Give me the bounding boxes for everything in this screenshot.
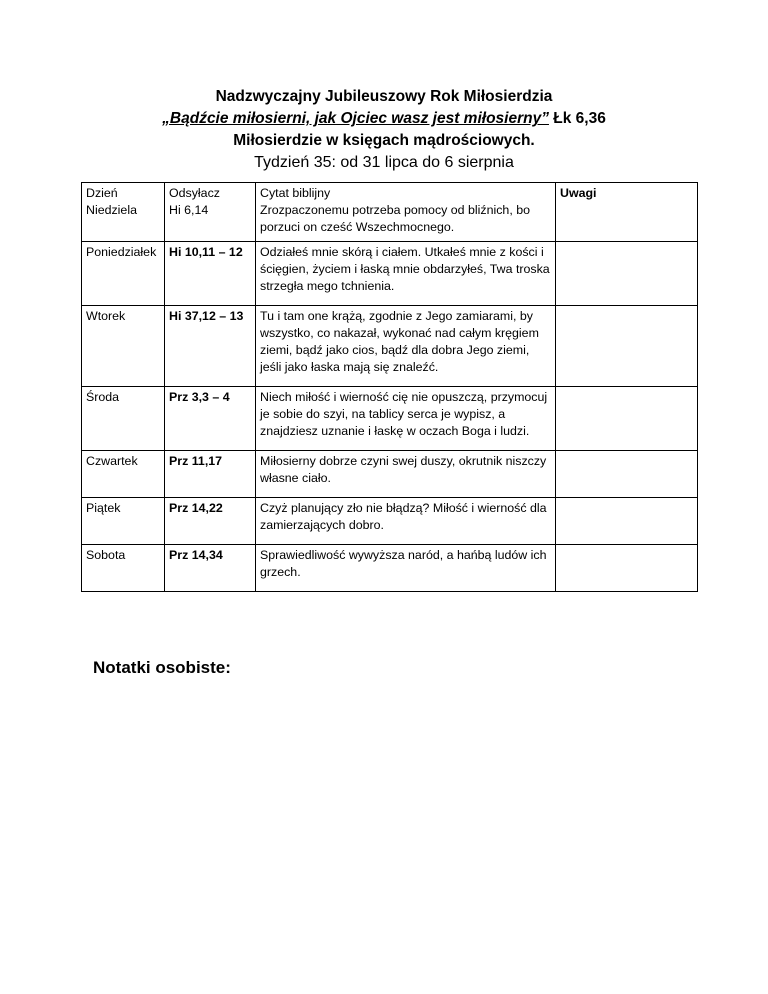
notes-cell[interactable] (556, 545, 698, 592)
motto-reference: Łk 6,36 (548, 110, 606, 127)
quote-cell (256, 183, 556, 242)
reference-header: Odsyłacz (169, 186, 220, 200)
reference-value: Prz 14,34 (165, 545, 256, 592)
reading-schedule-table (81, 182, 698, 592)
document-header (0, 86, 768, 174)
day-cell (82, 183, 165, 242)
jubilee-title: Nadzwyczajny Jubileuszowy Rok Miłosierdzia (215, 88, 553, 105)
notes-cell[interactable] (556, 498, 698, 545)
reference-value: Prz 11,17 (165, 451, 256, 498)
notes-cell[interactable] (556, 242, 698, 306)
table-row (82, 306, 698, 387)
quote-text: Niech miłość i wierność cię nie opuszczą, przymocuj je sobie do szyi, na tablicy serca je wypisz, a znajdziesz uznanie i łaskę w oczach Boga i ludzi. (256, 387, 556, 451)
day-name: Sobota (82, 545, 165, 592)
quote-text: Zrozpaczonemu potrzeba pomocy od bliźnich, bo porzuci on cześć Wszechmocnego. (260, 203, 530, 234)
day-name: Środa (82, 387, 165, 451)
table-row (82, 545, 698, 592)
quote-header: Cytat biblijny (260, 186, 331, 200)
day-name: Niedziela (86, 203, 137, 217)
notes-cell[interactable] (556, 387, 698, 451)
reference-value: Hi 37,12 – 13 (165, 306, 256, 387)
table-row (82, 498, 698, 545)
table-row (82, 183, 698, 242)
quote-text: Tu i tam one krążą, zgodnie z Jego zamiarami, by wszystko, co nakazał, wykonać nad całym kręgiem ziemi, bądź jako cios, bądź dla dobra Jego ziemi, jeśli jako łaska mają się znaleźć. (256, 306, 556, 387)
notes-cell[interactable] (556, 451, 698, 498)
reference-cell (165, 183, 256, 242)
reference-value: Hi 6,14 (169, 203, 209, 217)
day-name: Piątek (82, 498, 165, 545)
reference-value: Prz 14,22 (165, 498, 256, 545)
motto-line (0, 108, 768, 130)
table-row (82, 451, 698, 498)
reference-value: Prz 3,3 – 4 (165, 387, 256, 451)
quote-text: Czyż planujący zło nie błądzą? Miłość i wierność dla zamierzających dobro. (256, 498, 556, 545)
motto-quote: „Bądźcie miłosierni, jak Ojciec wasz jest miłosierny” (162, 110, 549, 127)
quote-text: Odziałeś mnie skórą i ciałem. Utkałeś mnie z kości i ścięgien, życiem i łaską mnie obdarzyłeś, Twa troska strzegła mego tchnienia. (256, 242, 556, 306)
week-title: Tydzień 35: od 31 lipca do 6 sierpnia (254, 154, 514, 171)
theme-title: Miłosierdzie w księgach mądrościowych. (233, 132, 535, 149)
notes-cell[interactable] (556, 183, 698, 242)
day-name: Poniedziałek (82, 242, 165, 306)
notes-cell[interactable] (556, 306, 698, 387)
day-header: Dzień (86, 186, 118, 200)
notes-header: Uwagi (560, 186, 597, 200)
quote-text: Sprawiedliwość wywyższa naród, a hańbą ludów ich grzech. (256, 545, 556, 592)
quote-text: Miłosierny dobrze czyni swej duszy, okrutnik niszczy własne ciało. (256, 451, 556, 498)
table-row (82, 387, 698, 451)
day-name: Czwartek (82, 451, 165, 498)
reference-value: Hi 10,11 – 12 (165, 242, 256, 306)
personal-notes-title: Notatki osobiste: (93, 658, 231, 677)
day-name: Wtorek (82, 306, 165, 387)
table-row (82, 242, 698, 306)
